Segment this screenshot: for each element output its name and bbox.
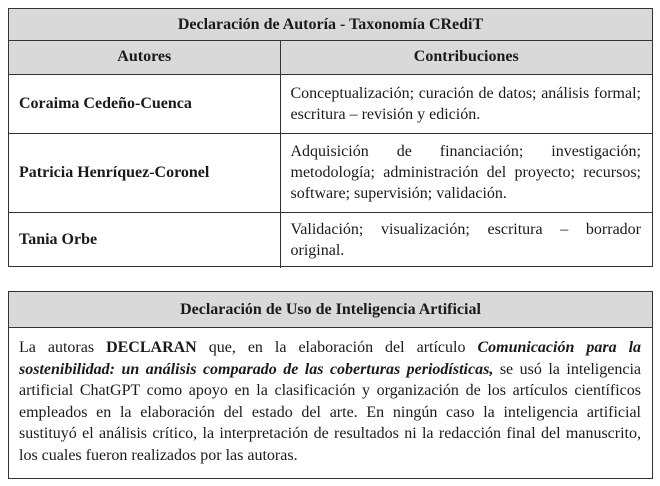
credit-table: [9, 41, 652, 268]
author-contributions: Adquisición de financiación; investigación; metodología; administración del proyecto; recursos; software; supervisión; validación.: [280, 133, 652, 212]
contributions-header: Contribuciones: [280, 41, 652, 74]
author-name: Patricia Henríquez-Coronel: [9, 133, 280, 212]
ai-declaration-box: [8, 291, 653, 479]
article-title: Comunicación para la sostenibilidad: un análisis comparado de las coberturas periodísticas,: [19, 339, 642, 378]
ai-text-part: que, en la elaboración del artículo: [196, 339, 478, 356]
ai-text-part: La autoras: [19, 339, 107, 356]
table-row: [9, 212, 652, 268]
credit-header-row: [9, 41, 652, 74]
authors-header: Autores: [9, 41, 280, 74]
author-contributions: Validación; visualización; escritura – borrador original.: [280, 212, 652, 268]
credit-title: Declaración de Autoría - Taxonomía CRediT: [9, 9, 652, 41]
declare-keyword: DECLARAN: [106, 339, 197, 356]
ai-text-part: se usó la inteligencia artificial ChatGPT como apoyo en la clasificación y organización de los artículos científicos empleados en la elaboración del estado del arte. En ningún caso la inteligencia artificial sustituyó el análisis crítico, la interpretación de resultados ni la redacción final del manuscrito, los cuales fueron realizados por las autoras.: [19, 360, 641, 464]
table-row: [9, 74, 652, 133]
author-name: Tania Orbe: [9, 212, 280, 268]
credit-declaration-box: [8, 8, 653, 267]
author-contributions: Conceptualización; curación de datos; análisis formal; escritura – revisión y edición.: [280, 74, 652, 133]
ai-declaration-text: [9, 328, 652, 466]
ai-declaration-title: Declaración de Uso de Inteligencia Artificial: [9, 292, 652, 328]
table-row: [9, 133, 652, 212]
author-name: Coraima Cedeño-Cuenca: [9, 74, 280, 133]
